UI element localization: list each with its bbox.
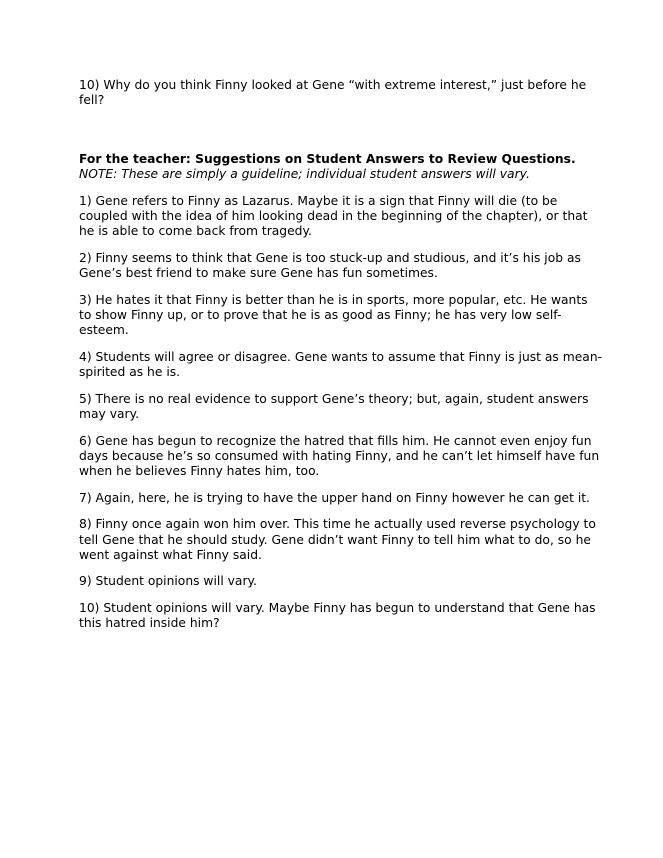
answer-9: 9) Student opinions will vary. [79, 574, 257, 589]
answer-7: 7) Again, here, he is trying to have the upper hand on Finny however he can get it. [79, 490, 590, 505]
question-10: 10) Why do you think Finny looked at Gene “with extreme interest,” just before he fell? [79, 78, 587, 108]
answer-4: 4) Students will agree or disagree. Gene wants to assume that Finny is just as mean-spirited as he is. [79, 349, 603, 380]
teacher-heading: For the teacher: Suggestions on Student Answers to Review Questions. [79, 151, 576, 166]
answer-10: 10) Student opinions will vary. Maybe Finny has begun to understand that Gene has this hatred inside him? [79, 600, 596, 631]
answer-1: 1) Gene refers to Finny as Lazarus. Maybe it is a sign that Finny will die (to be coupled with the idea of him looking dead in the beginning of the chapter), or that he is able to come back from tragedy. [79, 193, 588, 239]
answer-8: 8) Finny once again won him over. This time he actually used reverse psychology to tell Gene that he should study. Gene didn’t want Finny to tell him what to do, so he went against what Finny said. [79, 517, 596, 562]
answer-6: 6) Gene has begun to recognize the hatred that fills him. He cannot even enjoy fun days because he’s so consumed with hating Finny, and he can’t let himself have fun when he believes Finny hates him, too. [79, 433, 600, 479]
answer-3: 3) He hates it that Finny is better than he is in sports, more popular, etc. He wants to show Finny up, or to prove that he is as good as Finny; he has very low self-esteem. [79, 292, 588, 338]
answer-list [79, 194, 603, 632]
answer-5: 5) There is no real evidence to support Gene’s theory; but, again, student answers may vary. [79, 391, 589, 422]
answer-2: 2) Finny seems to think that Gene is too stuck-up and studious, and it’s his job as Gene’s best friend to make sure Gene has fun sometimes. [79, 250, 581, 281]
teacher-note: NOTE: These are simply a guideline; individual student answers will vary. [79, 167, 530, 182]
